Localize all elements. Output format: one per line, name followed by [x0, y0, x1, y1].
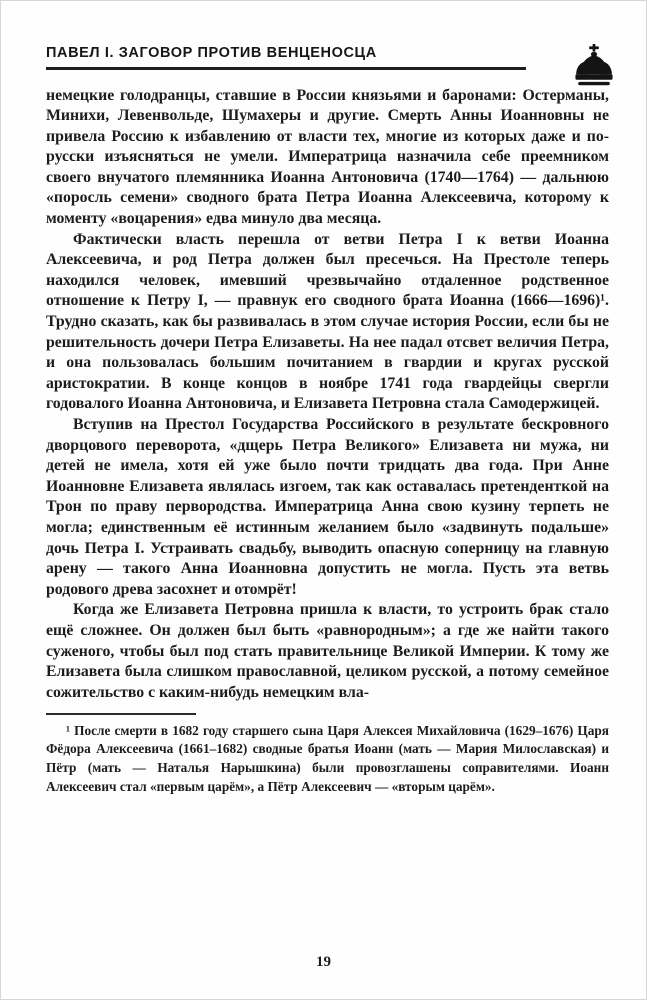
page-header: [46, 1, 609, 70]
paragraph: Когда же Елизавета Петровна пришла к власти, то устроить брак стало ещё сложнее. Он должен был быть «равнородным»; а где же найти такого суженого, чтобы был под стать правительнице Великой Империи. К тому же Елизавета была слишком православной, целиком русской, а потому семейное сожительство с каким-нибудь немецким вла-: [46, 601, 609, 701]
paragraph: немецкие голодранцы, ставшие в России князьями и баронами: Остерманы, Минихи, Левенвольде, Шумахеры и другие. Смерть Анны Иоанновны не привела Россию к избавлению от власти тех, многие из которых даже и по-русски изъясняться не умели. Императрица назначила себе преемником своего внучатого племянника Иоанна Антоновича (1740—1764) — дальнюю «поросль семени» сводного брата Петра Иоанна Алексеевича, которому к моменту «воцарения» едва минуло два месяца.: [46, 86, 609, 228]
paragraph: Фактически власть перешла от ветви Петра I к ветви Иоанна Алексеевича, и род Петра должен был пресечься. На Престоле теперь находился человек, имевший чрезвычайно отдаленное родственное отношение к Петру I, — правнук его сводного брата Иоанна (1666—1696)¹. Трудно сказать, как бы развивалась в этом случае история России, если бы не решительность дочери Петра Елизаветы. На нее падал отсвет величия Петра, и она пользовалась большим почитанием в гвардии и кругах русской аристократии. В конце концов в ноябре 1741 года гвардейцы свергли годовалого Иоанна Антоновича, и Елизавета Петровна стала Самодержицей.: [46, 230, 609, 413]
footnote-text: ¹ После смерти в 1682 году старшего сына Царя Алексея Михайловича (1629–1676) Царя Фёдора Алексеевича (1661–1682) сводные братья Иоанн (мать — Мария Милославская) и Пётр (мать — Наталья Нарышкина) были провозглашены соправителями. Иоанн Алексеевич стал «первым царём», а Пётр Алексеевич — «вторым царём».: [46, 722, 609, 794]
footnote-rule: [46, 713, 196, 715]
paragraph: Вступив на Престол Государства Российского в результате бескровного дворцового переворота, «дщерь Петра Великого» Елизавета ни мужа, ни детей не имела, хотя ей уже было почти тридцать два года. При Анне Иоанновне Елизавета являлась изгоем, так как оставалась претенденткой на Трон по праву первородства. Императрица Анна свою кузину терпеть не могла; единственным её истинным желанием было «задвинуть подальше» дочь Петра I. Устраивать свадьбу, выводить опасную соперницу на главную арену — такого Анна Иоанновна допустить не могла. Пусть эта ветвь родового древа засохнет и отомрёт!: [46, 416, 609, 598]
header-rule: [46, 67, 526, 70]
running-head-title: ПАВЕЛ I. ЗАГОВОР ПРОТИВ ВЕНЦЕНОСЦА: [46, 45, 377, 61]
page-number: 19: [316, 954, 331, 970]
body-text: [46, 86, 609, 704]
